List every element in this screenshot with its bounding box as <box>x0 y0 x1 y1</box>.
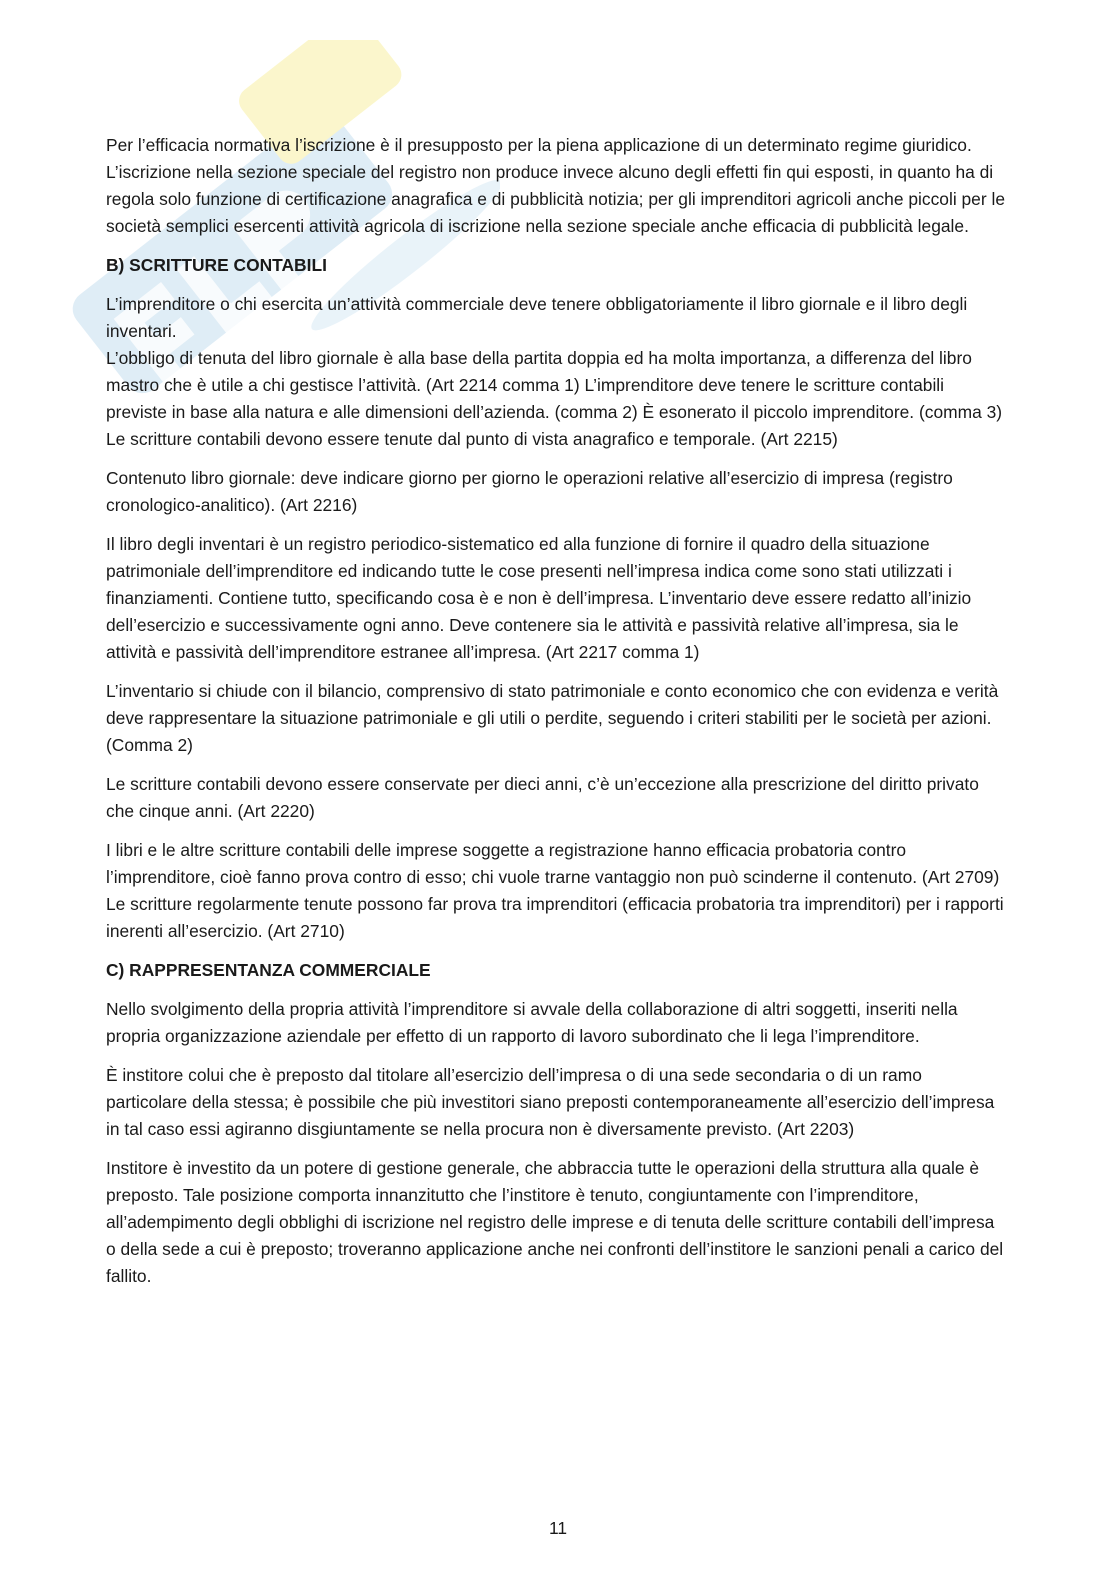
paragraph-efficacia-probatoria: I libri e le altre scritture contabili delle imprese soggette a registrazione hanno efficacia probatoria contro l’imprenditore, cioè fanno prova contro di esso; chi vuole trarne vantaggio non può scinderne il contenuto. (Art 2709) Le scritture regolarmente tenute possono far prova tra imprenditori (efficacia probatoria tra imprenditori) per i rapporti inerenti all’esercizio. (Art 2710) <box>106 840 1004 941</box>
paragraph-institore-definizione: È institore colui che è preposto dal titolare all’esercizio dell’impresa o di una sede secondaria o di un ramo particolare della stessa; è possibile che più investitori siano preposti contemporaneamente all’esercizio dell’impresa in tal caso essi agiranno disgiuntamente se nella procura non è diversamente previsto. (Art 2203) <box>106 1065 995 1139</box>
paragraph-collaboratori: Nello svolgimento della propria attività l’imprenditore si avvale della collaborazione di altri soggetti, inseriti nella propria organizzazione aziendale per effetto di un rapporto di lavoro subordinato che li lega l’imprenditore. <box>106 999 958 1046</box>
paragraph-obbligo-libri: L’imprenditore o chi esercita un’attività commerciale deve tenere obbligatoriamente il libro giornale e il libro degli inventari. L’obbligo di tenuta del libro giornale è alla base della partita doppia ed ha molta importanza, a differenza del libro mastro che è utile a chi gestisce l’attività. (Art 2214 comma 1) L’imprenditore deve tenere le scritture contabili previste in base alla natura e alle dimensioni dell’azienda. (comma 2) È esonerato il piccolo imprenditore. (comma 3) Le scritture contabili devono essere tenute dal punto di vista anagrafico e temporale. (Art 2215) <box>106 294 1003 449</box>
paragraph-libro-inventari: Il libro degli inventari è un registro periodico-sistematico ed alla funzione di fornire il quadro della situazione patrimoniale dell’imprenditore ed indicando tutte le cose presenti nell’impresa indica come sono stati utilizzati i finanziamenti. Contiene tutto, specificando cosa è e non è dell’impresa. L’inventario deve essere redatto all’inizio dell’esercizio e successivamente ogni anno. Deve contenere sia le attività e passività relative all’impresa, sia le attività e passività dell’imprenditore estranee all’impresa. (Art 2217 comma 1) <box>106 534 972 662</box>
paragraph-libro-giornale: Contenuto libro giornale: deve indicare giorno per giorno le operazioni relative all’esercizio di impresa (registro cronologico-analitico). (Art 2216) <box>106 468 953 515</box>
page-number: 11 <box>548 1518 568 1538</box>
paragraph-conservazione: Le scritture contabili devono essere conservate per dieci anni, c’è un’eccezione alla prescrizione del diritto privato che cinque anni. (Art 2220) <box>106 774 979 821</box>
document-body <box>106 132 1006 1302</box>
section-heading-scritture-contabili: B) SCRITTURE CONTABILI <box>106 255 327 275</box>
paragraph-bilancio: L’inventario si chiude con il bilancio, comprensivo di stato patrimoniale e conto economico che con evidenza e verità deve rappresentare la situazione patrimoniale e gli utili o perdite, seguendo i criteri stabiliti per le società per azioni. (Comma 2) <box>106 681 999 755</box>
paragraph-iscrizione: Per l’efficacia normativa l’iscrizione è il presupposto per la piena applicazione di un determinato regime giuridico. L’iscrizione nella sezione speciale del registro non produce invece alcuno degli effetti fin qui esposti, in quanto ha di regola solo funzione di certificazione anagrafica e di pubblicità notizia; per gli imprenditori agricoli anche piccoli per le società semplici esercenti attività agricola di iscrizione nella sezione speciale anche efficacia di pubblicità legale. <box>106 135 1006 236</box>
section-heading-rappresentanza-commerciale: C) RAPPRESENTANZA COMMERCIALE <box>106 960 431 980</box>
paragraph-institore-poteri: Institore è investito da un potere di gestione generale, che abbraccia tutte le operazioni della struttura alla quale è preposto. Tale posizione comporta innanzitutto che l’institore è tenuto, congiuntamente con l’imprenditore, all’adempimento degli obblighi di iscrizione nel registro delle imprese e di tenuta delle scritture contabili dell’impresa o della sede a cui è preposto; troveranno applicazione anche nei confronti dell’institore le sanzioni penali a carico del fallito. <box>106 1158 1004 1286</box>
